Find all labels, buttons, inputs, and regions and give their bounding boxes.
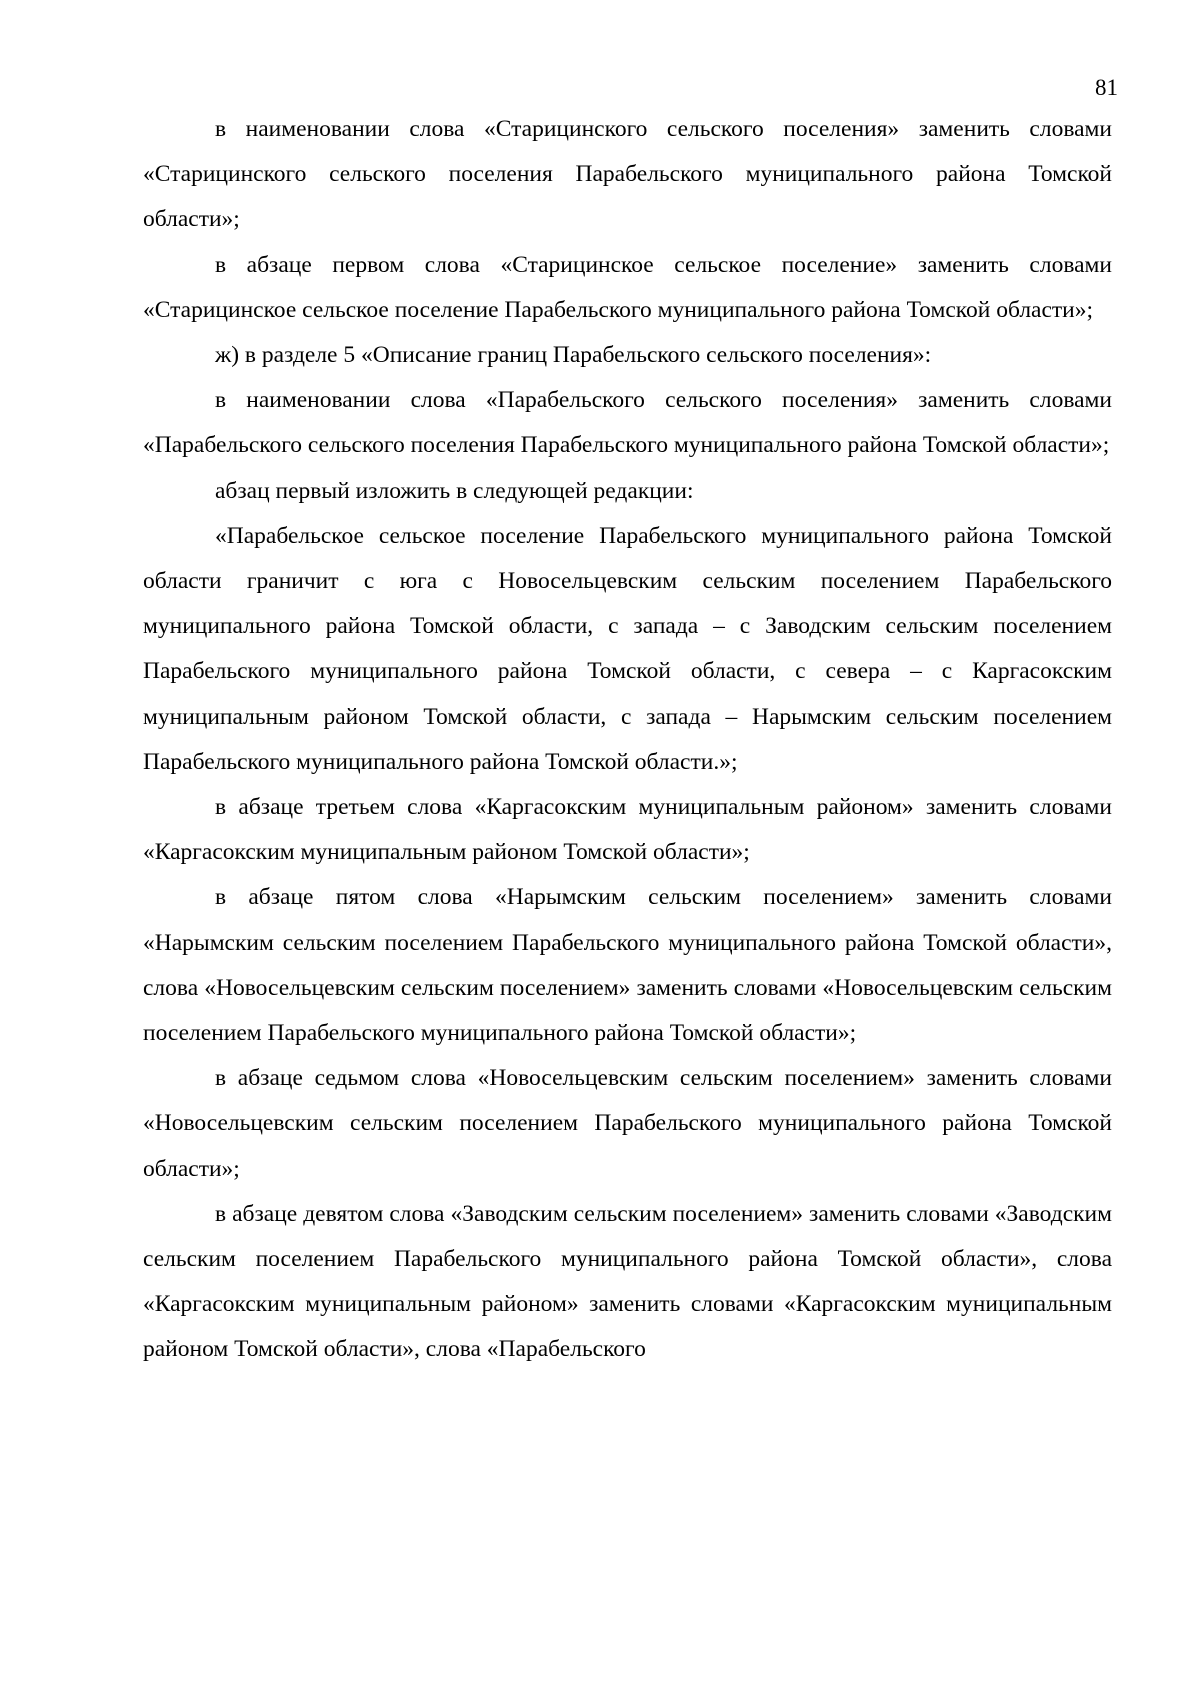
- paragraph-rename-staritsinskoe: в наименовании слова «Старицинского сельского поселения» заменить словами «Старицинского сельского поселения Парабельского муниципального района Томской области»;: [143, 116, 1112, 233]
- paragraph-ninth-abzac: в абзаце девятом слова «Заводским сельским поселением» заменить словами «Заводским сельским поселением Парабельского муниципального района Томской области», слова «Каргасокским муниципальным районом» заменить словами «Каргасокским муниципальным районом Томской области», слова «Парабельского: [143, 1200, 1112, 1363]
- paragraph-fifth-abzac: в абзаце пятом слова «Нарымским сельским поселением» заменить словами «Нарымским сельским поселением Парабельского муниципального района Томской области», слова «Новосельцевским сельским поселением» заменить словами «Новосельцевским сельским поселением Парабельского муниципального района Томской области»;: [143, 884, 1112, 1047]
- document-body: [143, 107, 1112, 1373]
- page-number: 81: [1095, 75, 1118, 100]
- paragraph-seventh-abzac: в абзаце седьмом слова «Новосельцевским сельским поселением» заменить словами «Новосельцевским сельским поселением Парабельского муниципального района Томской области»;: [143, 1065, 1112, 1182]
- paragraph-new-first-abzac: «Парабельское сельское поселение Парабельского муниципального района Томской области граничит с юга с Новосельцевским сельским поселением Парабельского муниципального района Томской области, с запада – с Заводским сельским поселением Парабельского муниципального района Томской области, с севера – с Каргасокским муниципальным районом Томской области, с запада – Нарымским сельским поселением Парабельского муниципального района Томской области.»;: [143, 522, 1112, 775]
- paragraph-staritsinskoe-first-abzac: в абзаце первом слова «Старицинское сельское поселение» заменить словами «Старицинское сельское поселение Парабельского муниципального района Томской области»;: [143, 251, 1112, 323]
- paragraph-third-abzac: в абзаце третьем слова «Каргасокским муниципальным районом» заменить словами «Каргасокским муниципальным районом Томской области»;: [143, 794, 1112, 866]
- paragraph-section-5-heading: ж) в разделе 5 «Описание границ Парабельского сельского поселения»:: [215, 342, 932, 369]
- paragraph-first-abzac-intro: абзац первый изложить в следующей редакции:: [215, 477, 694, 504]
- paragraph-rename-parabelskoe: в наименовании слова «Парабельского сельского поселения» заменить словами «Парабельского сельского поселения Парабельского муниципального района Томской области»;: [143, 387, 1112, 459]
